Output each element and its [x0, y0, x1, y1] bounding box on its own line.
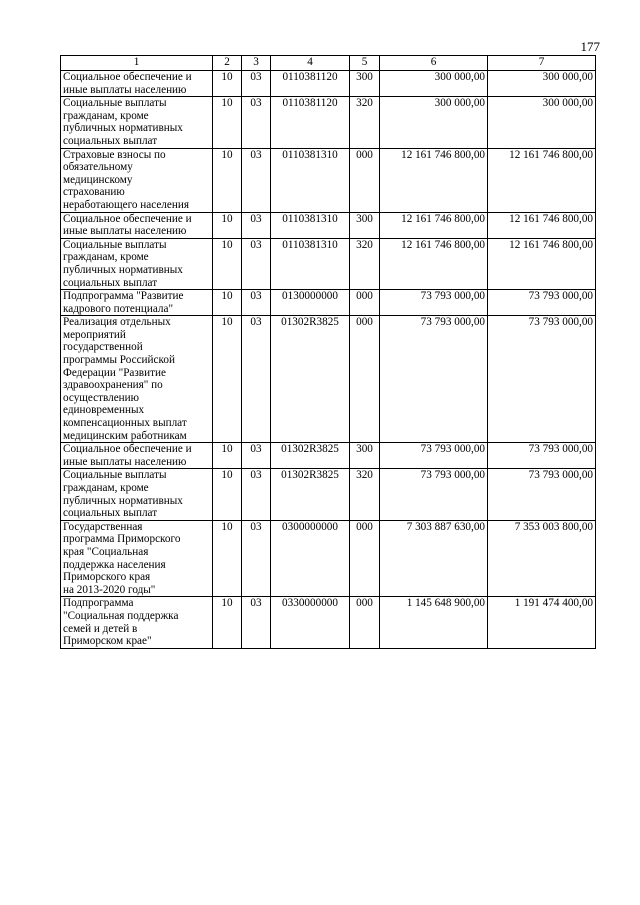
- row-target-article-cell: 0110381120: [271, 71, 350, 97]
- row-name-text: Подпрограмма "Социальная поддержка семей и детей в Приморском крае": [63, 597, 179, 648]
- row-section-cell: 10: [213, 148, 242, 212]
- row-amount-2-cell: 7 353 003 800,00: [488, 520, 596, 597]
- row-section-cell: 10: [213, 520, 242, 597]
- row-expense-type-cell: 000: [350, 148, 380, 212]
- row-amount-2-cell: 12 161 746 800,00: [488, 238, 596, 289]
- row-target-article-cell: 0300000000: [271, 520, 350, 597]
- row-amount-1-cell: 1 145 648 900,00: [380, 597, 488, 648]
- row-subsection-cell: 03: [242, 148, 271, 212]
- header-cell: 6: [380, 56, 488, 71]
- row-amount-1-cell: 7 303 887 630,00: [380, 520, 488, 597]
- row-target-article-cell: 0330000000: [271, 597, 350, 648]
- row-name-text: Социальное обеспечение и иные выплаты населению: [63, 212, 192, 238]
- row-subsection-cell: 03: [242, 520, 271, 597]
- row-name-text: Реализация отдельных мероприятий государственной программы Российской Федерации "Развитие здравоохранения" по осуществлению единовременных компенсационных выплат медицинским работникам: [63, 316, 187, 442]
- row-target-article-cell: 01302R3825: [271, 469, 350, 520]
- table-row: [61, 469, 596, 520]
- row-expense-type-cell: 000: [350, 316, 380, 443]
- row-section-cell: 10: [213, 316, 242, 443]
- row-target-article-cell: 01302R3825: [271, 443, 350, 469]
- row-name-cell: [61, 212, 213, 238]
- row-name-text: Социальные выплаты гражданам, кроме публичных нормативных социальных выплат: [63, 238, 183, 289]
- row-name-text: Социальное обеспечение и иные выплаты населению: [63, 443, 192, 468]
- page-number: 177: [580, 39, 600, 54]
- table-row: [61, 520, 596, 597]
- row-subsection-cell: 03: [242, 597, 271, 648]
- row-subsection-cell: 03: [242, 316, 271, 443]
- row-section-cell: 10: [213, 469, 242, 520]
- row-subsection-cell: 03: [242, 238, 271, 289]
- row-name-cell: [61, 597, 213, 648]
- row-name-text: Социальные выплаты гражданам, кроме публичных нормативных социальных выплат: [63, 469, 183, 520]
- table-row: [61, 290, 596, 316]
- row-section-cell: 10: [213, 71, 242, 97]
- row-section-cell: 10: [213, 597, 242, 648]
- row-target-article-cell: 01302R3825: [271, 316, 350, 443]
- row-subsection-cell: 03: [242, 212, 271, 238]
- row-expense-type-cell: 300: [350, 71, 380, 97]
- row-expense-type-cell: 000: [350, 520, 380, 597]
- row-name-cell: [61, 316, 213, 443]
- row-expense-type-cell: 000: [350, 290, 380, 316]
- header-cell: 7: [488, 56, 596, 71]
- header-row: [61, 56, 596, 71]
- row-name-cell: [61, 443, 213, 469]
- row-target-article-cell: 0110381310: [271, 238, 350, 289]
- table-row: [61, 148, 596, 212]
- row-expense-type-cell: 300: [350, 443, 380, 469]
- row-name-text: Социальное обеспечение и иные выплаты населению: [63, 71, 192, 96]
- row-subsection-cell: 03: [242, 290, 271, 316]
- budget-table: [60, 55, 596, 649]
- table-body: [61, 71, 596, 649]
- header-cell: 1: [61, 56, 213, 71]
- header-cell: 2: [213, 56, 242, 71]
- table-row: [61, 443, 596, 469]
- row-amount-1-cell: 12 161 746 800,00: [380, 238, 488, 289]
- row-amount-1-cell: 73 793 000,00: [380, 316, 488, 443]
- row-amount-1-cell: 12 161 746 800,00: [380, 212, 488, 238]
- row-amount-1-cell: 300 000,00: [380, 71, 488, 97]
- row-amount-1-cell: 12 161 746 800,00: [380, 148, 488, 212]
- row-amount-1-cell: 73 793 000,00: [380, 469, 488, 520]
- row-amount-2-cell: 73 793 000,00: [488, 469, 596, 520]
- row-amount-2-cell: 1 191 474 400,00: [488, 597, 596, 648]
- row-subsection-cell: 03: [242, 97, 271, 148]
- row-section-cell: 10: [213, 290, 242, 316]
- row-amount-1-cell: 300 000,00: [380, 97, 488, 148]
- row-target-article-cell: 0110381310: [271, 212, 350, 238]
- row-amount-2-cell: 73 793 000,00: [488, 443, 596, 469]
- table-row: [61, 316, 596, 443]
- row-name-cell: [61, 71, 213, 97]
- row-amount-1-cell: 73 793 000,00: [380, 443, 488, 469]
- row-name-text: Подпрограмма "Развитие кадрового потенциала": [63, 290, 184, 315]
- row-target-article-cell: 0110381310: [271, 148, 350, 212]
- table-row: [61, 212, 596, 238]
- row-section-cell: 10: [213, 97, 242, 148]
- row-name-cell: [61, 520, 213, 597]
- row-amount-1-cell: 73 793 000,00: [380, 290, 488, 316]
- row-name-cell: [61, 148, 213, 212]
- row-name-cell: [61, 238, 213, 289]
- row-section-cell: 10: [213, 212, 242, 238]
- table-row: [61, 597, 596, 648]
- row-amount-2-cell: 300 000,00: [488, 97, 596, 148]
- table-row: [61, 71, 596, 97]
- row-expense-type-cell: 320: [350, 97, 380, 148]
- row-name-cell: [61, 290, 213, 316]
- row-subsection-cell: 03: [242, 71, 271, 97]
- row-expense-type-cell: 320: [350, 238, 380, 289]
- table-row: [61, 97, 596, 148]
- row-subsection-cell: 03: [242, 469, 271, 520]
- row-name-cell: [61, 97, 213, 148]
- row-expense-type-cell: 300: [350, 212, 380, 238]
- row-name-cell: [61, 469, 213, 520]
- row-name-text: Государственная программа Приморского края "Социальная поддержка населения Приморского края на 2013-2020 годы": [63, 520, 181, 596]
- row-amount-2-cell: 12 161 746 800,00: [488, 212, 596, 238]
- table-row: [61, 238, 596, 289]
- header-cell: 5: [350, 56, 380, 71]
- row-amount-2-cell: 300 000,00: [488, 71, 596, 97]
- header-cell: 4: [271, 56, 350, 71]
- row-amount-2-cell: 12 161 746 800,00: [488, 148, 596, 212]
- row-amount-2-cell: 73 793 000,00: [488, 316, 596, 443]
- row-target-article-cell: 0130000000: [271, 290, 350, 316]
- header-cell: 3: [242, 56, 271, 71]
- row-section-cell: 10: [213, 238, 242, 289]
- row-amount-2-cell: 73 793 000,00: [488, 290, 596, 316]
- row-expense-type-cell: 320: [350, 469, 380, 520]
- row-expense-type-cell: 000: [350, 597, 380, 648]
- row-name-text: Страховые взносы по обязательному медицинскому страхованию неработающего населения: [63, 148, 189, 211]
- row-target-article-cell: 0110381120: [271, 97, 350, 148]
- row-subsection-cell: 03: [242, 443, 271, 469]
- row-name-text: Социальные выплаты гражданам, кроме публичных нормативных социальных выплат: [63, 97, 183, 147]
- row-section-cell: 10: [213, 443, 242, 469]
